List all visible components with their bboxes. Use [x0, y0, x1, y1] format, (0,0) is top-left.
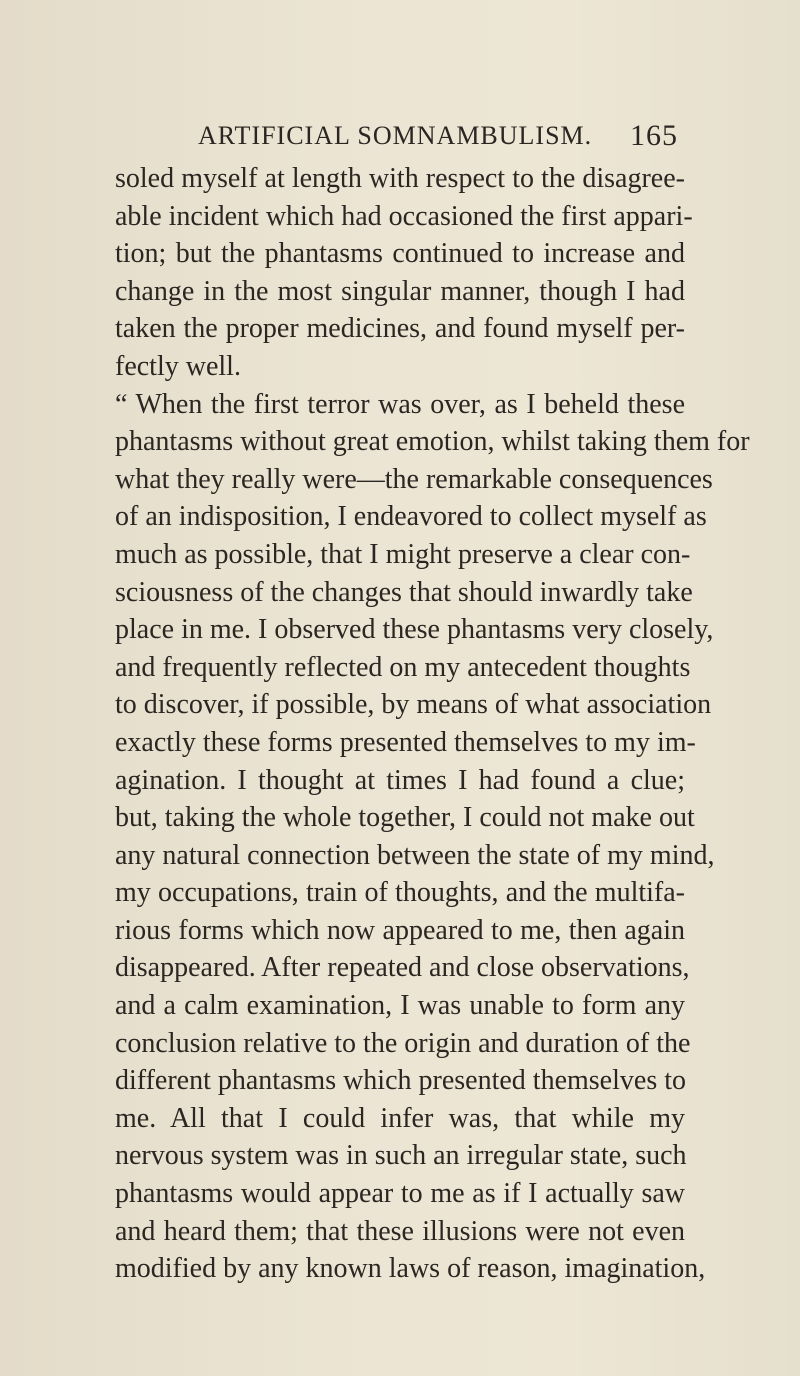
- text-line: nervous system was in such an irregular state, such: [115, 1140, 687, 1172]
- text-line: tion; but the phantasms continued to increase and: [115, 238, 685, 270]
- text-line: different phantasms which presented themselves to: [115, 1065, 686, 1097]
- text-line: able incident which had occasioned the first appari-: [115, 200, 693, 232]
- text-line: phantasms would appear to me as if I actually saw: [115, 1178, 685, 1210]
- text-line: of an indisposition, I endeavored to collect myself as: [115, 501, 707, 533]
- text-line: and heard them; that these illusions were not even: [115, 1215, 685, 1247]
- text-line: sciousness of the changes that should inwardly take: [115, 576, 693, 608]
- text-line: and frequently reflected on my antecedent thoughts: [115, 651, 691, 683]
- text-line: place in me. I observed these phantasms very closely,: [115, 614, 714, 646]
- text-line: much as possible, that I might preserve a clear con-: [115, 538, 691, 570]
- text-line: conclusion relative to the origin and duration of the: [115, 1027, 691, 1059]
- text-line: my occupations, train of thoughts, and the multifa-: [115, 877, 685, 909]
- text-line: “ When the first terror was over, as I beheld these: [115, 388, 685, 420]
- text-line: exactly these forms presented themselves to my im-: [115, 726, 696, 758]
- running-title: ARTIFICIAL SOMNAMBULISM.: [198, 121, 593, 150]
- text-line: soled myself at length with respect to the disagree-: [115, 163, 685, 194]
- text-line: to discover, if possible, by means of what association: [115, 689, 712, 721]
- running-head: [198, 116, 678, 156]
- text-line: modified by any known laws of reason, imagination,: [115, 1253, 706, 1285]
- body-text: [115, 160, 750, 1288]
- text-line: but, taking the whole together, I could not make out: [115, 802, 695, 834]
- text-line: rious forms which now appeared to me, then again: [115, 914, 685, 946]
- page-number: 165: [630, 119, 678, 152]
- text-line: what they really were—the remarkable consequences: [115, 463, 713, 495]
- text-line: change in the most singular manner, though I had: [115, 275, 685, 307]
- text-line: fectly well.: [115, 350, 241, 382]
- text-line: and a calm examination, I was unable to form any: [115, 990, 685, 1022]
- text-line: disappeared. After repeated and close observations,: [115, 952, 690, 984]
- text-line: taken the proper medicines, and found myself per-: [115, 313, 685, 345]
- text-line: me. All that I could infer was, that while my: [115, 1102, 685, 1134]
- text-line: phantasms without great emotion, whilst taking them for: [115, 426, 750, 458]
- text-line: agination. I thought at times I had found a clue;: [115, 764, 685, 796]
- text-line: any natural connection between the state of my mind,: [115, 839, 715, 871]
